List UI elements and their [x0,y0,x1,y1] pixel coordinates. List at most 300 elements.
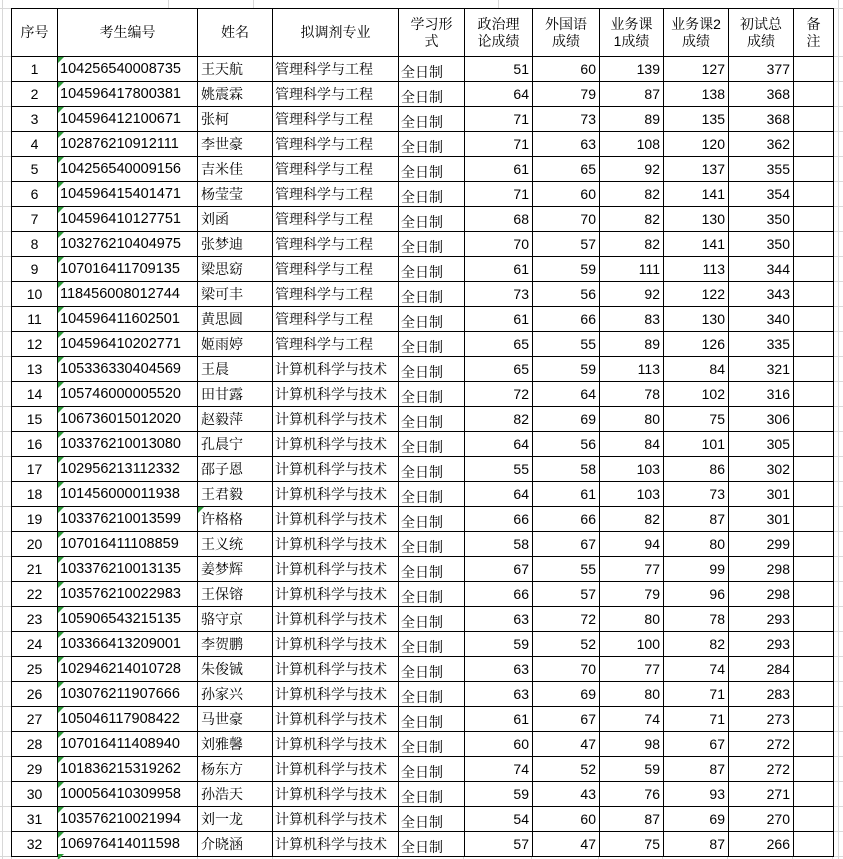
cell-name[interactable]: 孔晨宁 [198,432,273,457]
cell-major[interactable]: 计算机科学与技术 [273,807,399,832]
cell-remarks[interactable] [794,132,834,157]
cell-foreign_language[interactable]: 56 [533,282,600,307]
cell-major[interactable]: 管理科学与工程 [273,107,399,132]
cell-study_form[interactable]: 全日制 [399,432,465,457]
cell-name[interactable]: 黄思圆 [198,307,273,332]
cell-politics[interactable]: 61 [465,157,533,182]
cell-name[interactable]: 许格格 [198,507,273,532]
cell-candidate_id[interactable]: 104596411602501 [58,307,198,332]
cell-index[interactable]: 31 [12,807,58,832]
cell-course1[interactable]: 80 [600,607,664,632]
cell-total[interactable]: 301 [729,482,794,507]
cell-total[interactable]: 335 [729,332,794,357]
cell-politics[interactable]: 57 [465,832,533,857]
cell-name[interactable]: 梁思窈 [198,257,273,282]
cell-candidate_id[interactable]: 105046117908422 [58,707,198,732]
cell-name[interactable]: 姬雨婷 [198,332,273,357]
cell-study_form[interactable]: 全日制 [399,382,465,407]
cell-foreign_language[interactable]: 61 [533,482,600,507]
cell-name[interactable]: 马世豪 [198,707,273,732]
cell-remarks[interactable] [794,607,834,632]
cell-name[interactable]: 介晓涵 [198,832,273,857]
cell-foreign_language[interactable]: 73 [533,107,600,132]
cell-candidate_id[interactable]: 104596415401471 [58,182,198,207]
cell-politics[interactable]: 51 [465,57,533,82]
cell-major[interactable]: 管理科学与工程 [273,307,399,332]
cell-remarks[interactable] [794,532,834,557]
cell-total[interactable]: 272 [729,732,794,757]
cell-candidate_id[interactable]: 103376210013135 [58,557,198,582]
cell-major[interactable]: 管理科学与工程 [273,282,399,307]
column-header-total[interactable]: 初试总成绩 [729,9,794,57]
cell-total[interactable]: 362 [729,132,794,157]
cell-total[interactable]: 272 [729,757,794,782]
cell-remarks[interactable] [794,57,834,82]
cell-major[interactable]: 管理科学与工程 [273,332,399,357]
cell-index[interactable]: 28 [12,732,58,757]
cell-study_form[interactable]: 全日制 [399,207,465,232]
cell-course2[interactable]: 130 [664,307,729,332]
cell-major[interactable]: 管理科学与工程 [273,132,399,157]
cell-candidate_id[interactable]: 106976414011598 [58,832,198,857]
cell-foreign_language[interactable]: 52 [533,632,600,657]
cell-remarks[interactable] [794,707,834,732]
cell-major[interactable]: 计算机科学与技术 [273,732,399,757]
cell-foreign_language[interactable]: 69 [533,407,600,432]
cell-foreign_language[interactable]: 69 [533,682,600,707]
cell-study_form[interactable]: 全日制 [399,657,465,682]
cell-politics[interactable]: 66 [465,507,533,532]
cell-index[interactable]: 12 [12,332,58,357]
cell-course1[interactable]: 82 [600,507,664,532]
cell-politics[interactable]: 59 [465,782,533,807]
cell-study_form[interactable]: 全日制 [399,732,465,757]
cell-foreign_language[interactable]: 59 [533,357,600,382]
cell-course2[interactable]: 101 [664,432,729,457]
cell-course2[interactable]: 87 [664,507,729,532]
cell-name[interactable]: 王天航 [198,57,273,82]
cell-study_form[interactable]: 全日制 [399,532,465,557]
cell-course2[interactable]: 71 [664,707,729,732]
cell-remarks[interactable] [794,307,834,332]
cell-course1[interactable]: 77 [600,657,664,682]
column-header-study_form[interactable]: 学习形式 [399,9,465,57]
cell-course1[interactable]: 76 [600,782,664,807]
cell-candidate_id[interactable]: 103576210022983 [58,582,198,607]
cell-name[interactable]: 张梦迪 [198,232,273,257]
cell-remarks[interactable] [794,257,834,282]
cell-foreign_language[interactable]: 66 [533,307,600,332]
cell-major[interactable]: 计算机科学与技术 [273,682,399,707]
cell-candidate_id[interactable]: 107016411108859 [58,532,198,557]
cell-candidate_id[interactable]: 104256540009156 [58,157,198,182]
cell-politics[interactable]: 64 [465,482,533,507]
cell-total[interactable]: 343 [729,282,794,307]
cell-politics[interactable]: 54 [465,807,533,832]
cell-index[interactable]: 9 [12,257,58,282]
cell-name[interactable]: 吉米佳 [198,157,273,182]
cell-course2[interactable]: 69 [664,807,729,832]
cell-study_form[interactable]: 全日制 [399,307,465,332]
cell-course1[interactable]: 89 [600,107,664,132]
cell-major[interactable]: 计算机科学与技术 [273,507,399,532]
cell-study_form[interactable]: 全日制 [399,607,465,632]
cell-politics[interactable]: 59 [465,632,533,657]
cell-course2[interactable]: 87 [664,832,729,857]
cell-total[interactable]: 321 [729,357,794,382]
cell-remarks[interactable] [794,557,834,582]
cell-index[interactable]: 32 [12,832,58,857]
cell-politics[interactable]: 61 [465,257,533,282]
cell-study_form[interactable]: 全日制 [399,107,465,132]
cell-index[interactable]: 18 [12,482,58,507]
cell-course1[interactable]: 103 [600,457,664,482]
column-header-foreign_language[interactable]: 外国语成绩 [533,9,600,57]
cell-foreign_language[interactable]: 60 [533,57,600,82]
cell-index[interactable]: 17 [12,457,58,482]
cell-index[interactable]: 27 [12,707,58,732]
cell-foreign_language[interactable]: 67 [533,707,600,732]
cell-foreign_language[interactable]: 56 [533,432,600,457]
cell-politics[interactable]: 58 [465,532,533,557]
cell-candidate_id[interactable]: 118456008012744 [58,282,198,307]
column-header-politics[interactable]: 政治理论成绩 [465,9,533,57]
cell-remarks[interactable] [794,807,834,832]
cell-study_form[interactable]: 全日制 [399,507,465,532]
cell-total[interactable]: 298 [729,557,794,582]
cell-index[interactable]: 30 [12,782,58,807]
cell-study_form[interactable]: 全日制 [399,357,465,382]
cell-course2[interactable]: 137 [664,157,729,182]
cell-total[interactable]: 306 [729,407,794,432]
cell-course2[interactable]: 130 [664,207,729,232]
cell-index[interactable]: 6 [12,182,58,207]
cell-total[interactable]: 299 [729,532,794,557]
cell-politics[interactable]: 55 [465,457,533,482]
cell-course2[interactable]: 138 [664,82,729,107]
cell-remarks[interactable] [794,732,834,757]
cell-candidate_id[interactable]: 101836215319262 [58,757,198,782]
cell-major[interactable]: 管理科学与工程 [273,207,399,232]
cell-remarks[interactable] [794,782,834,807]
cell-politics[interactable]: 65 [465,357,533,382]
cell-name[interactable]: 王晨 [198,357,273,382]
cell-politics[interactable]: 65 [465,332,533,357]
cell-remarks[interactable] [794,282,834,307]
cell-remarks[interactable] [794,582,834,607]
cell-politics[interactable]: 72 [465,382,533,407]
cell-foreign_language[interactable]: 52 [533,757,600,782]
cell-course2[interactable]: 141 [664,232,729,257]
cell-remarks[interactable] [794,157,834,182]
cell-study_form[interactable]: 全日制 [399,132,465,157]
cell-remarks[interactable] [794,832,834,857]
cell-course2[interactable]: 84 [664,357,729,382]
cell-remarks[interactable] [794,632,834,657]
cell-course2[interactable]: 99 [664,557,729,582]
cell-remarks[interactable] [794,82,834,107]
cell-study_form[interactable]: 全日制 [399,407,465,432]
cell-name[interactable]: 王保镕 [198,582,273,607]
cell-politics[interactable]: 61 [465,707,533,732]
cell-foreign_language[interactable]: 60 [533,182,600,207]
cell-candidate_id[interactable]: 103276210404975 [58,232,198,257]
cell-candidate_id[interactable]: 107016411408940 [58,732,198,757]
cell-name[interactable]: 骆守京 [198,607,273,632]
cell-name[interactable]: 杨莹莹 [198,182,273,207]
cell-course1[interactable]: 98 [600,732,664,757]
cell-politics[interactable]: 74 [465,757,533,782]
cell-candidate_id[interactable]: 102956213112332 [58,457,198,482]
cell-politics[interactable]: 68 [465,207,533,232]
cell-index[interactable]: 20 [12,532,58,557]
cell-course1[interactable]: 103 [600,482,664,507]
cell-course1[interactable]: 82 [600,207,664,232]
cell-name[interactable]: 邵子恩 [198,457,273,482]
cell-study_form[interactable]: 全日制 [399,332,465,357]
cell-study_form[interactable]: 全日制 [399,257,465,282]
cell-study_form[interactable]: 全日制 [399,157,465,182]
cell-remarks[interactable] [794,757,834,782]
cell-total[interactable]: 302 [729,457,794,482]
cell-politics[interactable]: 66 [465,582,533,607]
cell-name[interactable]: 刘函 [198,207,273,232]
cell-course2[interactable]: 120 [664,132,729,157]
cell-foreign_language[interactable]: 55 [533,332,600,357]
column-header-index[interactable]: 序号 [12,9,58,57]
cell-foreign_language[interactable]: 72 [533,607,600,632]
cell-course2[interactable]: 82 [664,632,729,657]
cell-major[interactable]: 计算机科学与技术 [273,632,399,657]
cell-total[interactable]: 355 [729,157,794,182]
cell-candidate_id[interactable]: 103366413209001 [58,632,198,657]
cell-politics[interactable]: 82 [465,407,533,432]
cell-study_form[interactable]: 全日制 [399,482,465,507]
cell-total[interactable]: 344 [729,257,794,282]
cell-foreign_language[interactable]: 64 [533,382,600,407]
cell-study_form[interactable]: 全日制 [399,82,465,107]
cell-candidate_id[interactable]: 106736015012020 [58,407,198,432]
cell-index[interactable]: 13 [12,357,58,382]
cell-index[interactable]: 14 [12,382,58,407]
cell-study_form[interactable]: 全日制 [399,182,465,207]
cell-course1[interactable]: 80 [600,407,664,432]
cell-remarks[interactable] [794,332,834,357]
column-header-course1[interactable]: 业务课1成绩 [600,9,664,57]
cell-candidate_id[interactable]: 103376210013080 [58,432,198,457]
cell-candidate_id[interactable]: 105336330404569 [58,357,198,382]
cell-course1[interactable]: 78 [600,382,664,407]
cell-total[interactable]: 354 [729,182,794,207]
cell-course1[interactable]: 74 [600,707,664,732]
cell-index[interactable]: 23 [12,607,58,632]
cell-index[interactable]: 24 [12,632,58,657]
cell-course1[interactable]: 100 [600,632,664,657]
cell-course2[interactable]: 73 [664,482,729,507]
cell-foreign_language[interactable]: 67 [533,532,600,557]
cell-study_form[interactable]: 全日制 [399,807,465,832]
cell-course2[interactable]: 74 [664,657,729,682]
cell-course2[interactable]: 87 [664,757,729,782]
cell-index[interactable]: 29 [12,757,58,782]
column-header-major[interactable]: 拟调剂专业 [273,9,399,57]
cell-course2[interactable]: 80 [664,532,729,557]
cell-course2[interactable]: 122 [664,282,729,307]
cell-remarks[interactable] [794,407,834,432]
cell-index[interactable]: 19 [12,507,58,532]
cell-foreign_language[interactable]: 79 [533,82,600,107]
cell-course2[interactable]: 86 [664,457,729,482]
cell-index[interactable]: 8 [12,232,58,257]
cell-foreign_language[interactable]: 65 [533,157,600,182]
cell-major[interactable]: 计算机科学与技术 [273,457,399,482]
cell-foreign_language[interactable]: 60 [533,807,600,832]
cell-study_form[interactable]: 全日制 [399,632,465,657]
cell-candidate_id[interactable]: 104596410202771 [58,332,198,357]
cell-study_form[interactable]: 全日制 [399,557,465,582]
cell-course2[interactable]: 93 [664,782,729,807]
cell-name[interactable]: 刘一龙 [198,807,273,832]
cell-total[interactable]: 271 [729,782,794,807]
cell-foreign_language[interactable]: 63 [533,132,600,157]
cell-foreign_language[interactable]: 47 [533,832,600,857]
cell-study_form[interactable]: 全日制 [399,457,465,482]
cell-course1[interactable]: 92 [600,282,664,307]
cell-course1[interactable]: 75 [600,832,664,857]
cell-foreign_language[interactable]: 55 [533,557,600,582]
cell-candidate_id[interactable]: 104596410127751 [58,207,198,232]
cell-total[interactable]: 350 [729,207,794,232]
cell-total[interactable]: 298 [729,582,794,607]
cell-total[interactable]: 368 [729,82,794,107]
cell-total[interactable]: 377 [729,57,794,82]
cell-course2[interactable]: 141 [664,182,729,207]
cell-course2[interactable]: 67 [664,732,729,757]
cell-politics[interactable]: 67 [465,557,533,582]
cell-major[interactable]: 计算机科学与技术 [273,532,399,557]
cell-course1[interactable]: 92 [600,157,664,182]
cell-study_form[interactable]: 全日制 [399,232,465,257]
cell-politics[interactable]: 63 [465,682,533,707]
cell-candidate_id[interactable]: 101456000011938 [58,482,198,507]
cell-major[interactable]: 管理科学与工程 [273,232,399,257]
cell-politics[interactable]: 61 [465,307,533,332]
column-header-name[interactable]: 姓名 [198,9,273,57]
cell-major[interactable]: 管理科学与工程 [273,182,399,207]
cell-course1[interactable]: 108 [600,132,664,157]
column-header-remarks[interactable]: 备注 [794,9,834,57]
cell-index[interactable]: 7 [12,207,58,232]
cell-foreign_language[interactable]: 70 [533,657,600,682]
cell-remarks[interactable] [794,682,834,707]
cell-politics[interactable]: 71 [465,132,533,157]
cell-foreign_language[interactable]: 58 [533,457,600,482]
cell-index[interactable]: 16 [12,432,58,457]
cell-course1[interactable]: 113 [600,357,664,382]
cell-politics[interactable]: 63 [465,657,533,682]
cell-name[interactable]: 杨东方 [198,757,273,782]
cell-major[interactable]: 计算机科学与技术 [273,607,399,632]
cell-course1[interactable]: 87 [600,82,664,107]
cell-total[interactable]: 316 [729,382,794,407]
cell-index[interactable]: 15 [12,407,58,432]
cell-candidate_id[interactable]: 105746000005520 [58,382,198,407]
cell-name[interactable]: 李世豪 [198,132,273,157]
cell-course1[interactable]: 82 [600,182,664,207]
cell-total[interactable]: 301 [729,507,794,532]
cell-course1[interactable]: 84 [600,432,664,457]
cell-course1[interactable]: 59 [600,757,664,782]
cell-course2[interactable]: 102 [664,382,729,407]
cell-total[interactable]: 350 [729,232,794,257]
cell-remarks[interactable] [794,507,834,532]
cell-name[interactable]: 姜梦辉 [198,557,273,582]
cell-study_form[interactable]: 全日制 [399,282,465,307]
cell-name[interactable]: 孙家兴 [198,682,273,707]
cell-foreign_language[interactable]: 59 [533,257,600,282]
cell-candidate_id[interactable]: 102946214010728 [58,657,198,682]
cell-major[interactable]: 计算机科学与技术 [273,782,399,807]
cell-remarks[interactable] [794,482,834,507]
cell-name[interactable]: 孙浩天 [198,782,273,807]
cell-candidate_id[interactable]: 103576210021994 [58,807,198,832]
cell-name[interactable]: 张柯 [198,107,273,132]
cell-course1[interactable]: 77 [600,557,664,582]
cell-total[interactable]: 305 [729,432,794,457]
cell-index[interactable]: 25 [12,657,58,682]
cell-politics[interactable]: 71 [465,107,533,132]
cell-major[interactable]: 计算机科学与技术 [273,707,399,732]
cell-study_form[interactable]: 全日制 [399,782,465,807]
cell-politics[interactable]: 60 [465,732,533,757]
cell-major[interactable]: 管理科学与工程 [273,57,399,82]
cell-course2[interactable]: 113 [664,257,729,282]
cell-politics[interactable]: 71 [465,182,533,207]
cell-course2[interactable]: 127 [664,57,729,82]
cell-total[interactable]: 293 [729,607,794,632]
cell-course2[interactable]: 75 [664,407,729,432]
cell-remarks[interactable] [794,382,834,407]
cell-candidate_id[interactable]: 100056410309958 [58,782,198,807]
cell-course1[interactable]: 94 [600,532,664,557]
column-header-course2[interactable]: 业务课2成绩 [664,9,729,57]
cell-major[interactable]: 计算机科学与技术 [273,382,399,407]
cell-course2[interactable]: 135 [664,107,729,132]
cell-remarks[interactable] [794,657,834,682]
cell-course2[interactable]: 71 [664,682,729,707]
cell-course1[interactable]: 89 [600,332,664,357]
cell-study_form[interactable]: 全日制 [399,57,465,82]
column-header-candidate_id[interactable]: 考生编号 [58,9,198,57]
cell-index[interactable]: 4 [12,132,58,157]
cell-course2[interactable]: 96 [664,582,729,607]
cell-candidate_id[interactable]: 103076211907666 [58,682,198,707]
cell-study_form[interactable]: 全日制 [399,682,465,707]
cell-total[interactable]: 340 [729,307,794,332]
cell-major[interactable]: 管理科学与工程 [273,82,399,107]
cell-name[interactable]: 王君毅 [198,482,273,507]
cell-major[interactable]: 计算机科学与技术 [273,657,399,682]
cell-name[interactable]: 梁可丰 [198,282,273,307]
cell-total[interactable]: 293 [729,632,794,657]
cell-foreign_language[interactable]: 70 [533,207,600,232]
cell-candidate_id[interactable]: 104596412100671 [58,107,198,132]
cell-politics[interactable]: 70 [465,232,533,257]
cell-remarks[interactable] [794,207,834,232]
cell-course1[interactable]: 83 [600,307,664,332]
cell-index[interactable]: 22 [12,582,58,607]
cell-index[interactable]: 2 [12,82,58,107]
